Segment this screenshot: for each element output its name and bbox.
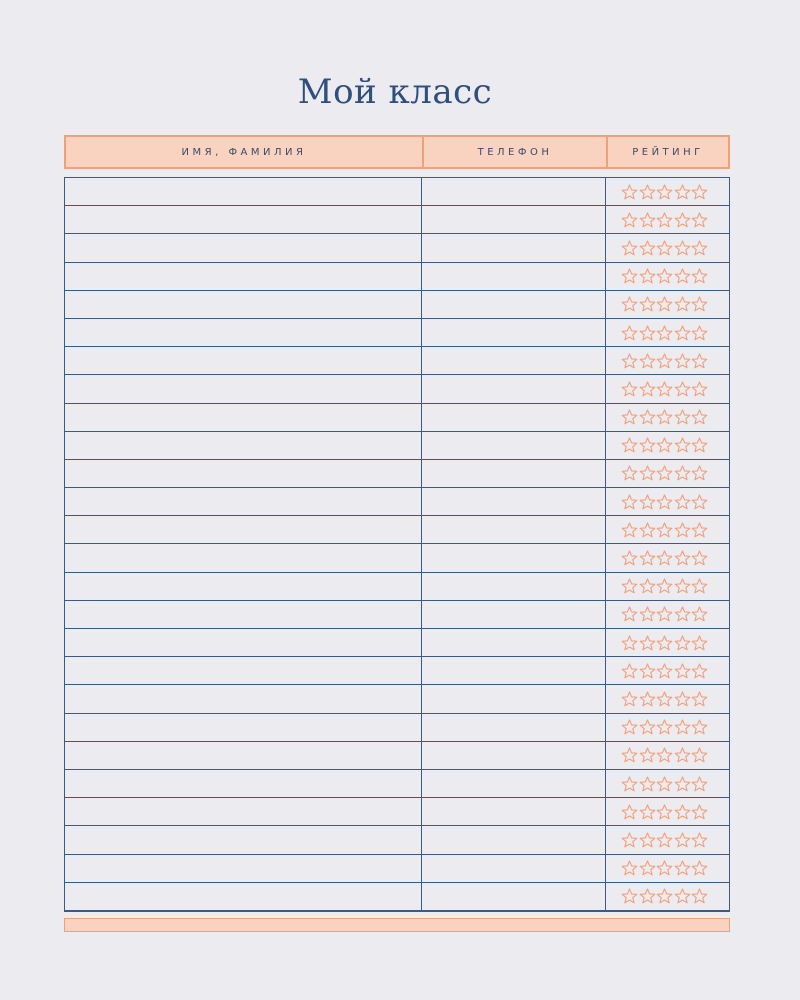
- star-outline-icon[interactable]: [691, 409, 708, 425]
- star-outline-icon[interactable]: [656, 381, 673, 397]
- star-outline-icon[interactable]: [691, 325, 708, 341]
- star-outline-icon[interactable]: [656, 578, 673, 594]
- star-outline-icon[interactable]: [656, 494, 673, 510]
- star-outline-icon[interactable]: [656, 184, 673, 200]
- phone-cell[interactable]: [421, 516, 605, 543]
- column-header-name: ИМЯ, ФАМИЛИЯ: [181, 146, 307, 158]
- star-outline-icon[interactable]: [621, 550, 638, 566]
- phone-cell[interactable]: [421, 178, 605, 205]
- star-outline-icon[interactable]: [621, 860, 638, 876]
- rating-cell: [605, 657, 729, 684]
- rating-cell: [605, 347, 729, 374]
- star-outline-icon[interactable]: [656, 888, 673, 904]
- star-outline-icon[interactable]: [691, 860, 708, 876]
- star-outline-icon[interactable]: [674, 776, 691, 792]
- rating-cell: [605, 544, 729, 571]
- star-outline-icon[interactable]: [691, 804, 708, 820]
- star-outline-icon[interactable]: [674, 606, 691, 622]
- star-outline-icon[interactable]: [674, 465, 691, 481]
- rating-stars: [621, 353, 709, 369]
- star-outline-icon[interactable]: [639, 663, 656, 679]
- star-outline-icon[interactable]: [621, 888, 638, 904]
- table-row: [65, 488, 729, 516]
- star-outline-icon[interactable]: [691, 691, 708, 707]
- star-outline-icon[interactable]: [674, 268, 691, 284]
- star-outline-icon[interactable]: [639, 212, 656, 228]
- star-outline-icon[interactable]: [639, 522, 656, 538]
- star-outline-icon[interactable]: [691, 240, 708, 256]
- table-row: [65, 347, 729, 375]
- rating-cell: [605, 432, 729, 459]
- star-outline-icon[interactable]: [656, 804, 673, 820]
- star-outline-icon[interactable]: [621, 268, 638, 284]
- star-outline-icon[interactable]: [674, 409, 691, 425]
- name-cell[interactable]: [65, 404, 421, 431]
- star-outline-icon[interactable]: [674, 522, 691, 538]
- rating-cell: [605, 798, 729, 825]
- star-outline-icon[interactable]: [656, 691, 673, 707]
- name-cell[interactable]: [65, 488, 421, 515]
- star-outline-icon[interactable]: [656, 240, 673, 256]
- table-row: [65, 178, 729, 206]
- star-outline-icon[interactable]: [639, 719, 656, 735]
- star-outline-icon[interactable]: [674, 184, 691, 200]
- star-outline-icon[interactable]: [691, 353, 708, 369]
- column-header-phone: ТЕЛЕФОН: [422, 137, 606, 167]
- rating-cell: [605, 742, 729, 769]
- star-outline-icon[interactable]: [621, 184, 638, 200]
- rating-cell: [605, 206, 729, 233]
- phone-cell[interactable]: [421, 319, 605, 346]
- star-outline-icon[interactable]: [621, 635, 638, 651]
- rating-stars: [621, 776, 709, 792]
- rating-stars: [621, 691, 709, 707]
- star-outline-icon[interactable]: [674, 325, 691, 341]
- star-outline-icon[interactable]: [621, 437, 638, 453]
- rating-cell: [605, 883, 729, 910]
- star-outline-icon[interactable]: [674, 635, 691, 651]
- star-outline-icon[interactable]: [674, 353, 691, 369]
- name-cell[interactable]: [65, 798, 421, 825]
- star-outline-icon[interactable]: [656, 635, 673, 651]
- phone-cell[interactable]: [421, 742, 605, 769]
- star-outline-icon[interactable]: [691, 268, 708, 284]
- star-outline-icon[interactable]: [691, 494, 708, 510]
- rating-stars: [621, 381, 709, 397]
- phone-cell[interactable]: [421, 770, 605, 797]
- star-outline-icon[interactable]: [656, 550, 673, 566]
- star-outline-icon[interactable]: [674, 888, 691, 904]
- star-outline-icon[interactable]: [621, 212, 638, 228]
- rating-cell: [605, 855, 729, 882]
- star-outline-icon[interactable]: [674, 832, 691, 848]
- star-outline-icon[interactable]: [674, 296, 691, 312]
- star-outline-icon[interactable]: [621, 832, 638, 848]
- rating-stars: [621, 635, 709, 651]
- star-outline-icon[interactable]: [639, 550, 656, 566]
- star-outline-icon[interactable]: [674, 860, 691, 876]
- footer-bar: [64, 918, 730, 932]
- name-cell[interactable]: [65, 544, 421, 571]
- rating-cell: [605, 375, 729, 402]
- table-row: [65, 234, 729, 262]
- star-outline-icon[interactable]: [656, 832, 673, 848]
- rating-stars: [621, 860, 709, 876]
- star-outline-icon[interactable]: [639, 494, 656, 510]
- rating-stars: [621, 606, 709, 622]
- star-outline-icon[interactable]: [656, 719, 673, 735]
- table-row: [65, 291, 729, 319]
- rating-stars: [621, 212, 709, 228]
- phone-cell[interactable]: [421, 685, 605, 712]
- star-outline-icon[interactable]: [691, 606, 708, 622]
- star-outline-icon[interactable]: [639, 888, 656, 904]
- rating-stars: [621, 494, 709, 510]
- rating-cell: [605, 291, 729, 318]
- name-cell[interactable]: [65, 319, 421, 346]
- rating-cell: [605, 234, 729, 261]
- table-row: [65, 432, 729, 460]
- star-outline-icon[interactable]: [656, 606, 673, 622]
- rating-stars: [621, 522, 709, 538]
- star-outline-icon[interactable]: [691, 550, 708, 566]
- phone-cell[interactable]: [421, 883, 605, 910]
- rating-stars: [621, 184, 709, 200]
- table-row: [65, 516, 729, 544]
- rating-cell: [605, 178, 729, 205]
- table-row: [65, 319, 729, 347]
- rating-cell: [605, 826, 729, 853]
- star-outline-icon[interactable]: [656, 296, 673, 312]
- star-outline-icon[interactable]: [656, 465, 673, 481]
- table-row: [65, 263, 729, 291]
- star-outline-icon[interactable]: [639, 437, 656, 453]
- star-outline-icon[interactable]: [674, 212, 691, 228]
- name-cell[interactable]: [65, 601, 421, 628]
- star-outline-icon[interactable]: [674, 804, 691, 820]
- name-cell[interactable]: [65, 573, 421, 600]
- table-row: [65, 629, 729, 657]
- rating-stars: [621, 578, 709, 594]
- table-row: [65, 460, 729, 488]
- star-outline-icon[interactable]: [639, 747, 656, 763]
- star-outline-icon[interactable]: [656, 437, 673, 453]
- rating-stars: [621, 832, 709, 848]
- table-row: [65, 714, 729, 742]
- phone-cell[interactable]: [421, 488, 605, 515]
- star-outline-icon[interactable]: [639, 832, 656, 848]
- star-outline-icon[interactable]: [639, 381, 656, 397]
- rating-cell: [605, 516, 729, 543]
- phone-cell[interactable]: [421, 206, 605, 233]
- rating-cell: [605, 319, 729, 346]
- star-outline-icon[interactable]: [621, 747, 638, 763]
- phone-cell[interactable]: [421, 432, 605, 459]
- star-outline-icon[interactable]: [674, 691, 691, 707]
- rating-stars: [621, 465, 709, 481]
- star-outline-icon[interactable]: [674, 494, 691, 510]
- table-row: [65, 826, 729, 854]
- star-outline-icon[interactable]: [621, 325, 638, 341]
- name-cell[interactable]: [65, 234, 421, 261]
- star-outline-icon[interactable]: [639, 184, 656, 200]
- rating-stars: [621, 719, 709, 735]
- star-outline-icon[interactable]: [674, 437, 691, 453]
- name-cell[interactable]: [65, 375, 421, 402]
- name-cell[interactable]: [65, 657, 421, 684]
- name-cell[interactable]: [65, 460, 421, 487]
- star-outline-icon[interactable]: [656, 663, 673, 679]
- page-title: Мой класс: [297, 72, 493, 112]
- star-outline-icon[interactable]: [691, 437, 708, 453]
- rating-cell: [605, 685, 729, 712]
- rating-stars: [621, 268, 709, 284]
- star-outline-icon[interactable]: [691, 635, 708, 651]
- table-row: [65, 798, 729, 826]
- star-outline-icon[interactable]: [621, 578, 638, 594]
- name-cell[interactable]: [65, 347, 421, 374]
- star-outline-icon[interactable]: [656, 522, 673, 538]
- rating-stars: [621, 550, 709, 566]
- star-outline-icon[interactable]: [691, 296, 708, 312]
- star-outline-icon[interactable]: [621, 381, 638, 397]
- phone-cell[interactable]: [421, 714, 605, 741]
- star-outline-icon[interactable]: [621, 606, 638, 622]
- star-outline-icon[interactable]: [691, 888, 708, 904]
- table-row: [65, 573, 729, 601]
- star-outline-icon[interactable]: [621, 719, 638, 735]
- name-cell[interactable]: [65, 263, 421, 290]
- star-outline-icon[interactable]: [621, 691, 638, 707]
- name-cell[interactable]: [65, 516, 421, 543]
- phone-cell[interactable]: [421, 263, 605, 290]
- rating-stars: [621, 663, 709, 679]
- star-outline-icon[interactable]: [656, 353, 673, 369]
- star-outline-icon[interactable]: [639, 860, 656, 876]
- phone-cell[interactable]: [421, 573, 605, 600]
- star-outline-icon[interactable]: [691, 522, 708, 538]
- star-outline-icon[interactable]: [639, 465, 656, 481]
- phone-cell[interactable]: [421, 544, 605, 571]
- star-outline-icon[interactable]: [639, 325, 656, 341]
- rating-cell: [605, 714, 729, 741]
- table-row: [65, 601, 729, 629]
- star-outline-icon[interactable]: [691, 184, 708, 200]
- rating-stars: [621, 325, 709, 341]
- star-outline-icon[interactable]: [691, 212, 708, 228]
- star-outline-icon[interactable]: [639, 635, 656, 651]
- class-table: [64, 177, 730, 912]
- name-cell[interactable]: [65, 685, 421, 712]
- rating-stars: [621, 409, 709, 425]
- rating-stars: [621, 804, 709, 820]
- star-outline-icon[interactable]: [656, 268, 673, 284]
- name-cell[interactable]: [65, 714, 421, 741]
- phone-cell[interactable]: [421, 657, 605, 684]
- star-outline-icon[interactable]: [639, 776, 656, 792]
- phone-cell[interactable]: [421, 826, 605, 853]
- star-outline-icon[interactable]: [691, 832, 708, 848]
- table-header: [64, 135, 730, 169]
- rating-cell: [605, 488, 729, 515]
- star-outline-icon[interactable]: [691, 578, 708, 594]
- rating-cell: [605, 263, 729, 290]
- star-outline-icon[interactable]: [621, 522, 638, 538]
- table-row: [65, 770, 729, 798]
- star-outline-icon[interactable]: [691, 747, 708, 763]
- rating-cell: [605, 770, 729, 797]
- star-outline-icon[interactable]: [621, 240, 638, 256]
- phone-cell[interactable]: [421, 601, 605, 628]
- star-outline-icon[interactable]: [691, 465, 708, 481]
- phone-cell[interactable]: [421, 629, 605, 656]
- table-row: [65, 855, 729, 883]
- table-row: [65, 206, 729, 234]
- rating-stars: [621, 296, 709, 312]
- star-outline-icon[interactable]: [656, 325, 673, 341]
- phone-cell[interactable]: [421, 291, 605, 318]
- star-outline-icon[interactable]: [674, 381, 691, 397]
- star-outline-icon[interactable]: [691, 719, 708, 735]
- phone-cell[interactable]: [421, 234, 605, 261]
- name-cell[interactable]: [65, 883, 421, 910]
- star-outline-icon[interactable]: [621, 804, 638, 820]
- star-outline-icon[interactable]: [656, 409, 673, 425]
- name-cell[interactable]: [65, 770, 421, 797]
- table-row: [65, 742, 729, 770]
- phone-cell[interactable]: [421, 347, 605, 374]
- star-outline-icon[interactable]: [621, 465, 638, 481]
- star-outline-icon[interactable]: [674, 747, 691, 763]
- phone-cell[interactable]: [421, 375, 605, 402]
- star-outline-icon[interactable]: [674, 663, 691, 679]
- star-outline-icon[interactable]: [621, 663, 638, 679]
- rating-stars: [621, 240, 709, 256]
- rating-stars: [621, 888, 709, 904]
- name-cell[interactable]: [65, 826, 421, 853]
- name-cell[interactable]: [65, 629, 421, 656]
- name-cell[interactable]: [65, 206, 421, 233]
- table-row: [65, 657, 729, 685]
- star-outline-icon[interactable]: [656, 860, 673, 876]
- star-outline-icon[interactable]: [639, 296, 656, 312]
- rating-cell: [605, 573, 729, 600]
- star-outline-icon[interactable]: [691, 663, 708, 679]
- table-row: [65, 404, 729, 432]
- star-outline-icon[interactable]: [639, 240, 656, 256]
- name-cell[interactable]: [65, 178, 421, 205]
- table-row: [65, 883, 729, 911]
- star-outline-icon[interactable]: [674, 550, 691, 566]
- star-outline-icon[interactable]: [674, 240, 691, 256]
- table-row: [65, 375, 729, 403]
- star-outline-icon[interactable]: [656, 776, 673, 792]
- star-outline-icon[interactable]: [674, 578, 691, 594]
- star-outline-icon[interactable]: [639, 691, 656, 707]
- star-outline-icon[interactable]: [639, 409, 656, 425]
- star-outline-icon[interactable]: [639, 606, 656, 622]
- rating-cell: [605, 404, 729, 431]
- phone-cell[interactable]: [421, 855, 605, 882]
- phone-cell[interactable]: [421, 404, 605, 431]
- star-outline-icon[interactable]: [621, 409, 638, 425]
- name-cell[interactable]: [65, 432, 421, 459]
- star-outline-icon[interactable]: [656, 747, 673, 763]
- star-outline-icon[interactable]: [621, 776, 638, 792]
- star-outline-icon[interactable]: [621, 296, 638, 312]
- star-outline-icon[interactable]: [691, 776, 708, 792]
- name-cell[interactable]: [65, 291, 421, 318]
- phone-cell[interactable]: [421, 460, 605, 487]
- star-outline-icon[interactable]: [639, 578, 656, 594]
- phone-cell[interactable]: [421, 798, 605, 825]
- star-outline-icon[interactable]: [621, 353, 638, 369]
- table-row: [65, 544, 729, 572]
- name-cell[interactable]: [65, 742, 421, 769]
- rating-cell: [605, 601, 729, 628]
- rating-cell: [605, 460, 729, 487]
- star-outline-icon[interactable]: [691, 381, 708, 397]
- rating-stars: [621, 747, 709, 763]
- name-cell[interactable]: [65, 855, 421, 882]
- star-outline-icon[interactable]: [621, 494, 638, 510]
- table-row: [65, 685, 729, 713]
- star-outline-icon[interactable]: [639, 353, 656, 369]
- star-outline-icon[interactable]: [674, 719, 691, 735]
- rating-stars: [621, 437, 709, 453]
- star-outline-icon[interactable]: [639, 268, 656, 284]
- star-outline-icon[interactable]: [639, 804, 656, 820]
- rating-cell: [605, 629, 729, 656]
- column-header-rating: РЕЙТИНГ: [606, 137, 728, 167]
- star-outline-icon[interactable]: [656, 212, 673, 228]
